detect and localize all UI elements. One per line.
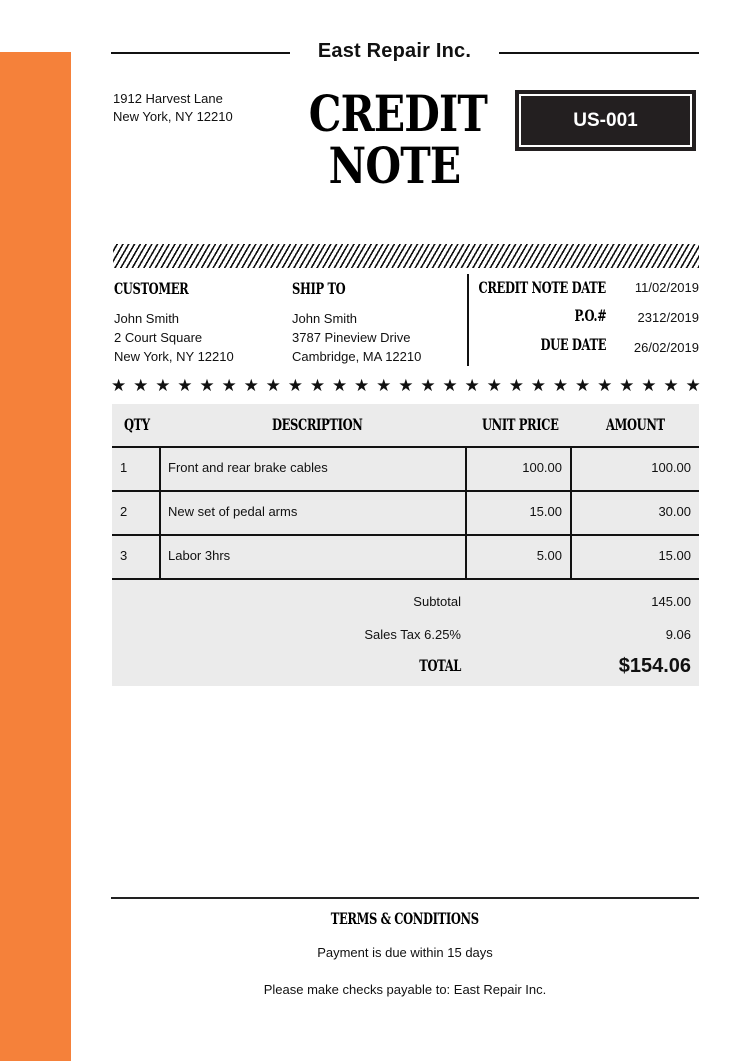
subtotal-label: Subtotal: [413, 594, 461, 609]
star-icon: ★: [177, 376, 193, 395]
company-address-line1: 1912 Harvest Lane: [113, 91, 223, 106]
star-icon: ★: [641, 376, 657, 395]
ship-to-address-line1: 3787 Pineview Drive: [292, 330, 411, 345]
customer-address-line1: 2 Court Square: [114, 330, 203, 345]
customer-block: [114, 278, 284, 366]
star-icon: ★: [155, 376, 171, 395]
row-qty: 3: [112, 536, 161, 578]
star-icon: ★: [574, 376, 591, 395]
star-icon: ★: [354, 376, 370, 395]
row-qty: 1: [112, 448, 161, 490]
table-row: [112, 448, 699, 492]
star-icon: ★: [685, 376, 701, 395]
header-description: DESCRIPTION: [272, 415, 363, 434]
row-amount: 15.00: [658, 548, 691, 563]
orange-sidebar-band: [0, 52, 71, 1061]
customer-heading: CUSTOMER: [114, 279, 189, 298]
table-row: [112, 536, 699, 580]
row-unit-price: 5.00: [467, 536, 572, 578]
header-rule-left: [111, 52, 290, 54]
customer-address-line2: New York, NY 12210: [114, 349, 234, 364]
star-icon: ★: [287, 376, 303, 395]
terms-payment-due: Payment is due within 15 days: [317, 945, 493, 960]
row-description: New set of pedal arms: [161, 492, 467, 534]
tax-label: Sales Tax 6.25%: [364, 627, 461, 642]
terms-payable-to: Please make checks payable to: East Repair Inc.: [263, 982, 547, 997]
star-icon: ★: [420, 376, 436, 395]
document-number-badge: [515, 90, 696, 151]
star-icon: ★: [309, 376, 326, 395]
star-icon: ★: [133, 376, 149, 395]
subtotal-value: 145.00: [651, 594, 691, 609]
po-number-value: 2312/2019: [637, 310, 699, 325]
total-value: $154.06: [618, 655, 691, 677]
totals-block: [112, 580, 699, 686]
header-amount: AMOUNT: [606, 415, 665, 434]
document-number: US-001: [519, 94, 692, 147]
document-title-line1: CREDIT: [308, 84, 488, 143]
star-icon: ★: [597, 376, 613, 395]
header-rule-right: [499, 52, 699, 54]
header-unit-price: UNIT PRICE: [482, 415, 559, 434]
total-label: TOTAL: [419, 656, 461, 675]
document-title-line2: NOTE: [328, 136, 461, 195]
hatched-divider: [113, 244, 699, 268]
document-title: [308, 84, 488, 195]
credit-note-date-row: [470, 277, 699, 299]
row-description: Labor 3hrs: [161, 536, 467, 578]
row-amount: 100.00: [651, 460, 691, 475]
star-icon: ★: [552, 376, 569, 395]
due-date-value: 26/02/2019: [633, 340, 699, 355]
customer-name: John Smith: [114, 311, 180, 326]
company-address-line2: New York, NY 12210: [113, 109, 233, 124]
company-address: [113, 90, 233, 126]
tax-value: 9.06: [665, 627, 691, 642]
star-icon: ★: [111, 376, 127, 395]
row-description: Front and rear brake cables: [161, 448, 467, 490]
vertical-divider: [467, 274, 469, 366]
star-icon: ★: [398, 376, 414, 395]
star-icon: ★: [663, 376, 679, 395]
company-name: East Repair Inc.: [317, 40, 472, 62]
star-icon: ★: [376, 376, 392, 395]
row-amount: 30.00: [658, 504, 691, 519]
ship-to-address-line2: Cambridge, MA 12210: [292, 349, 422, 364]
footer-rule: [111, 897, 699, 899]
star-icon: ★: [331, 376, 348, 395]
line-items-table: [112, 404, 699, 686]
due-date-label: DUE DATE: [540, 335, 606, 354]
ship-to-block: [292, 278, 462, 366]
row-unit-price: 100.00: [467, 448, 572, 490]
credit-note-date-label: CREDIT NOTE DATE: [478, 278, 606, 297]
due-date-row: [470, 334, 699, 356]
total-row: [112, 651, 699, 681]
row-qty: 2: [112, 492, 161, 534]
ship-to-name: John Smith: [292, 311, 358, 326]
star-icon: ★: [243, 376, 259, 395]
table-row: [112, 492, 699, 536]
star-icon: ★: [199, 376, 215, 395]
subtotal-row: [112, 587, 699, 617]
ship-to-heading: SHIP TO: [292, 279, 346, 298]
star-icon: ★: [464, 376, 480, 395]
po-number-label: P.O.#: [574, 306, 606, 325]
terms-heading: TERMS & CONDITIONS: [331, 909, 479, 928]
table-header: [112, 404, 699, 448]
star-icon: ★: [221, 376, 237, 395]
star-icon: ★: [619, 376, 635, 395]
row-unit-price: 15.00: [467, 492, 572, 534]
header-qty: QTY: [124, 415, 150, 434]
star-divider: [111, 374, 701, 398]
star-icon: ★: [442, 376, 458, 395]
star-icon: ★: [508, 376, 524, 395]
credit-note-date-value: 11/02/2019: [634, 280, 699, 295]
star-icon: ★: [530, 376, 547, 395]
star-icon: ★: [486, 376, 502, 395]
star-icon: ★: [265, 376, 281, 395]
po-number-row: [470, 305, 699, 327]
tax-row: [112, 620, 699, 650]
terms-heading-wrap: [111, 907, 699, 932]
